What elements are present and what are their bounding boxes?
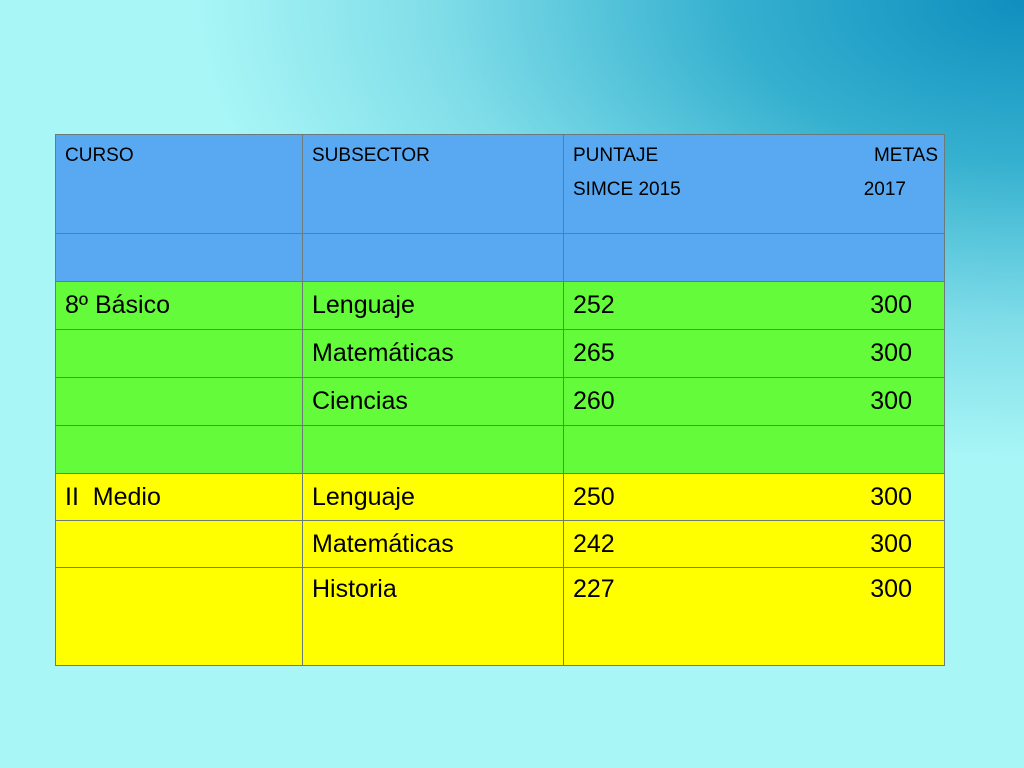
puntaje-value: 265 xyxy=(573,339,615,367)
subsector-cell: Lenguaje xyxy=(303,282,564,330)
table-row xyxy=(56,378,945,426)
meta-value: 300 xyxy=(870,291,912,319)
score-cell xyxy=(564,521,945,568)
header-puntaje-metas xyxy=(564,135,945,234)
table-row xyxy=(56,474,945,521)
table-row xyxy=(56,282,945,330)
meta-value: 300 xyxy=(870,575,912,603)
empty-cell xyxy=(303,426,564,474)
simce-results-table xyxy=(55,134,945,666)
header-subsector: SUBSECTOR xyxy=(303,135,564,234)
empty-cell xyxy=(564,426,945,474)
subsector-cell: Ciencias xyxy=(303,378,564,426)
score-cell xyxy=(564,282,945,330)
puntaje-value: 227 xyxy=(573,575,615,603)
puntaje-value: 252 xyxy=(573,291,615,319)
puntaje-value: 260 xyxy=(573,387,615,415)
table-header-row xyxy=(56,135,945,234)
curso-cell xyxy=(56,330,303,378)
subsector-cell: Matemáticas xyxy=(303,330,564,378)
meta-value: 300 xyxy=(870,529,912,558)
empty-cell xyxy=(303,234,564,282)
subsector-cell: Matemáticas xyxy=(303,521,564,568)
table-row xyxy=(56,521,945,568)
score-cell xyxy=(564,474,945,521)
puntaje-value: 242 xyxy=(573,529,615,558)
curso-cell xyxy=(56,521,303,568)
subsector-cell: Lenguaje xyxy=(303,474,564,521)
curso-cell xyxy=(56,568,303,666)
meta-value: 300 xyxy=(870,339,912,367)
score-cell xyxy=(564,568,945,666)
table-row xyxy=(56,568,945,666)
empty-cell xyxy=(56,426,303,474)
empty-cell xyxy=(564,234,945,282)
curso-cell: 8º Básico xyxy=(56,282,303,330)
header-simce-year: SIMCE 2015 xyxy=(573,179,681,200)
meta-value: 300 xyxy=(870,387,912,415)
table-row xyxy=(56,330,945,378)
score-cell xyxy=(564,330,945,378)
table-spacer-row xyxy=(56,234,945,282)
header-metas-year: 2017 xyxy=(863,179,906,200)
subsector-cell: Historia xyxy=(303,568,564,666)
score-cell xyxy=(564,378,945,426)
header-curso: CURSO xyxy=(56,135,303,234)
table-spacer-row xyxy=(56,426,945,474)
meta-value: 300 xyxy=(870,482,912,511)
curso-cell xyxy=(56,378,303,426)
puntaje-value: 250 xyxy=(573,482,615,511)
header-metas: METAS xyxy=(873,145,938,166)
header-puntaje: PUNTAJE xyxy=(573,145,659,166)
empty-cell xyxy=(56,234,303,282)
curso-cell: II Medio xyxy=(56,474,303,521)
